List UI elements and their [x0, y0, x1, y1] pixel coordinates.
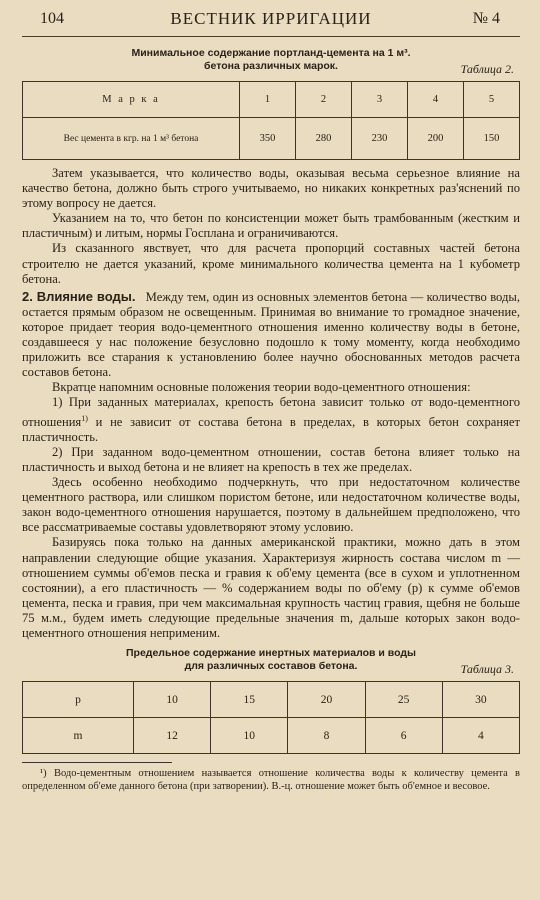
- table3-p-cell: 25: [365, 682, 442, 718]
- table2-weight-head: Вес цемента в кгр. на 1 м³ бетона: [23, 118, 240, 160]
- table3-m-cell: 10: [211, 718, 288, 754]
- body-text: [22, 166, 520, 641]
- table3-caption-line2: для различных составов бетона.: [184, 660, 358, 673]
- page-number: 104: [40, 10, 64, 27]
- table3-p-cell: 30: [442, 682, 519, 718]
- table2-weight-cell: 150: [464, 118, 520, 160]
- table2-label: Таблица 2.: [460, 62, 514, 76]
- table2-mark-cell: 5: [464, 82, 520, 118]
- paragraph: Здесь особенно необходимо подчеркнуть, что при недостаточном количестве цементного раствора, или слишком пористом бетоне, или недостаточном количестве воды, закон водо-цементного отношения нарушается, поэтому в дальнейшем предположено, что все рассматриваемые составы удовлетворяют этому условию.: [22, 475, 520, 535]
- table3-m-cell: 12: [134, 718, 211, 754]
- table2-mark-cell: 1: [240, 82, 296, 118]
- table-row: [23, 682, 520, 718]
- issue-number: № 4: [472, 10, 500, 27]
- table-row: [23, 718, 520, 754]
- table-row: [23, 82, 520, 118]
- table2: [22, 81, 520, 160]
- page-header: [22, 0, 520, 37]
- table2-mark-cell: 4: [408, 82, 464, 118]
- footnote-ref: 1): [81, 413, 88, 423]
- table3-p-head: p: [23, 682, 134, 718]
- journal-title: ВЕСТНИК ИРРИГАЦИИ: [170, 9, 372, 28]
- table-row: [23, 118, 520, 160]
- paragraph: [22, 289, 520, 381]
- table2-weight-cell: 230: [352, 118, 408, 160]
- paragraph-text: и не зависит от состава бетона в пределах, в которых бетон сохраняет пластичность.: [22, 414, 520, 444]
- section-title: 2. Влияние воды.: [22, 288, 136, 304]
- table3-p-cell: 15: [211, 682, 288, 718]
- paragraph: Вкратце напомним основные положения теории водо-цементного отношения:: [52, 380, 471, 395]
- paragraph: Затем указывается, что количество воды, оказывая весьма серьезное влияние на качество бетона, должно быть строго учитываемо, но никаких конкретных раз'яснений по этому вопросу не дается.: [22, 166, 520, 211]
- paragraph: Указанием на то, что бетон по консистенции может быть трамбованным (жестким и пластичным) и литым, нормы Госплана и ограничиваются.: [22, 211, 520, 241]
- paragraph: [22, 395, 520, 444]
- table3-caption-line1: Предельное содержание инертных материалов и воды: [126, 647, 416, 660]
- table3-m-head: m: [23, 718, 134, 754]
- paragraph: 2) При заданном водо-цементном отношении, состав бетона влияет только на пластичность и выход бетона и не влияет на крепость в тех же пределах.: [22, 444, 520, 474]
- paragraph-text: Между тем, один из основных элементов бетона — количество воды, остается прямым образом не освещенным. Принимая во внимание то громадное значение, которое придает теория водо-цементного отношения именно количеству воды в бетоне, создавшееся у нас положение безусловно подошло к тому моменту, когда необходимо приложить все старания к установлению более научно обоснованных методов расчета составов бетона.: [22, 289, 521, 380]
- table2-weight-cell: 200: [408, 118, 464, 160]
- paragraph: Из сказанного явствует, что для расчета пропорций составных частей бетона строителю не дается указаний, кроме минимального количества цемента на 1 кубометр бетона.: [22, 241, 520, 286]
- paragraph-text: 1) При заданных материалах, крепость бетона зависит только от водо-цементного отношения: [22, 395, 520, 429]
- table3-m-cell: 4: [442, 718, 519, 754]
- footnote: ¹) Водо-цементным отношением называется отношение количества воды к количеству цемента в определенном об'еме данного бетона (при затворении). В.-ц. отношение может быть об'емное и весовое.: [22, 768, 520, 793]
- table3-m-cell: 8: [288, 718, 365, 754]
- table2-weight-cell: 280: [296, 118, 352, 160]
- table2-mark-cell: 2: [296, 82, 352, 118]
- paragraph: Базируясь пока только на данных американской практики, можно дать в этом направлении следующие общие указания. Характеризуя жирность состава числом m — отношением суммы об'емов песка и гравия к об'ему цемента (все в сухом и уплотненном состоянии), а его пластичность — % содержанием воды по об'ему (p) к сумме об'емов цемента, песка и гравия, при чем максимальная крупность частиц гравия, щебня не больше 75 м.м., будем иметь следующие предельные значения m, дальше которых закон водо-цементного отношения неприменим.: [22, 535, 520, 640]
- table2-caption-line2: бетона различных марок.: [204, 60, 338, 72]
- table2-mark-cell: 3: [352, 82, 408, 118]
- table3-p-cell: 10: [134, 682, 211, 718]
- table2-caption-line1: Минимальное содержание портланд-цемента на 1 м³.: [131, 47, 411, 59]
- table3-label: Таблица 3.: [460, 662, 514, 677]
- table2-mark-head: М а р к а: [23, 82, 240, 118]
- table3-p-cell: 20: [288, 682, 365, 718]
- footnote-divider: [22, 762, 172, 763]
- table2-weight-cell: 350: [240, 118, 296, 160]
- table3-m-cell: 6: [365, 718, 442, 754]
- table3: [22, 681, 520, 754]
